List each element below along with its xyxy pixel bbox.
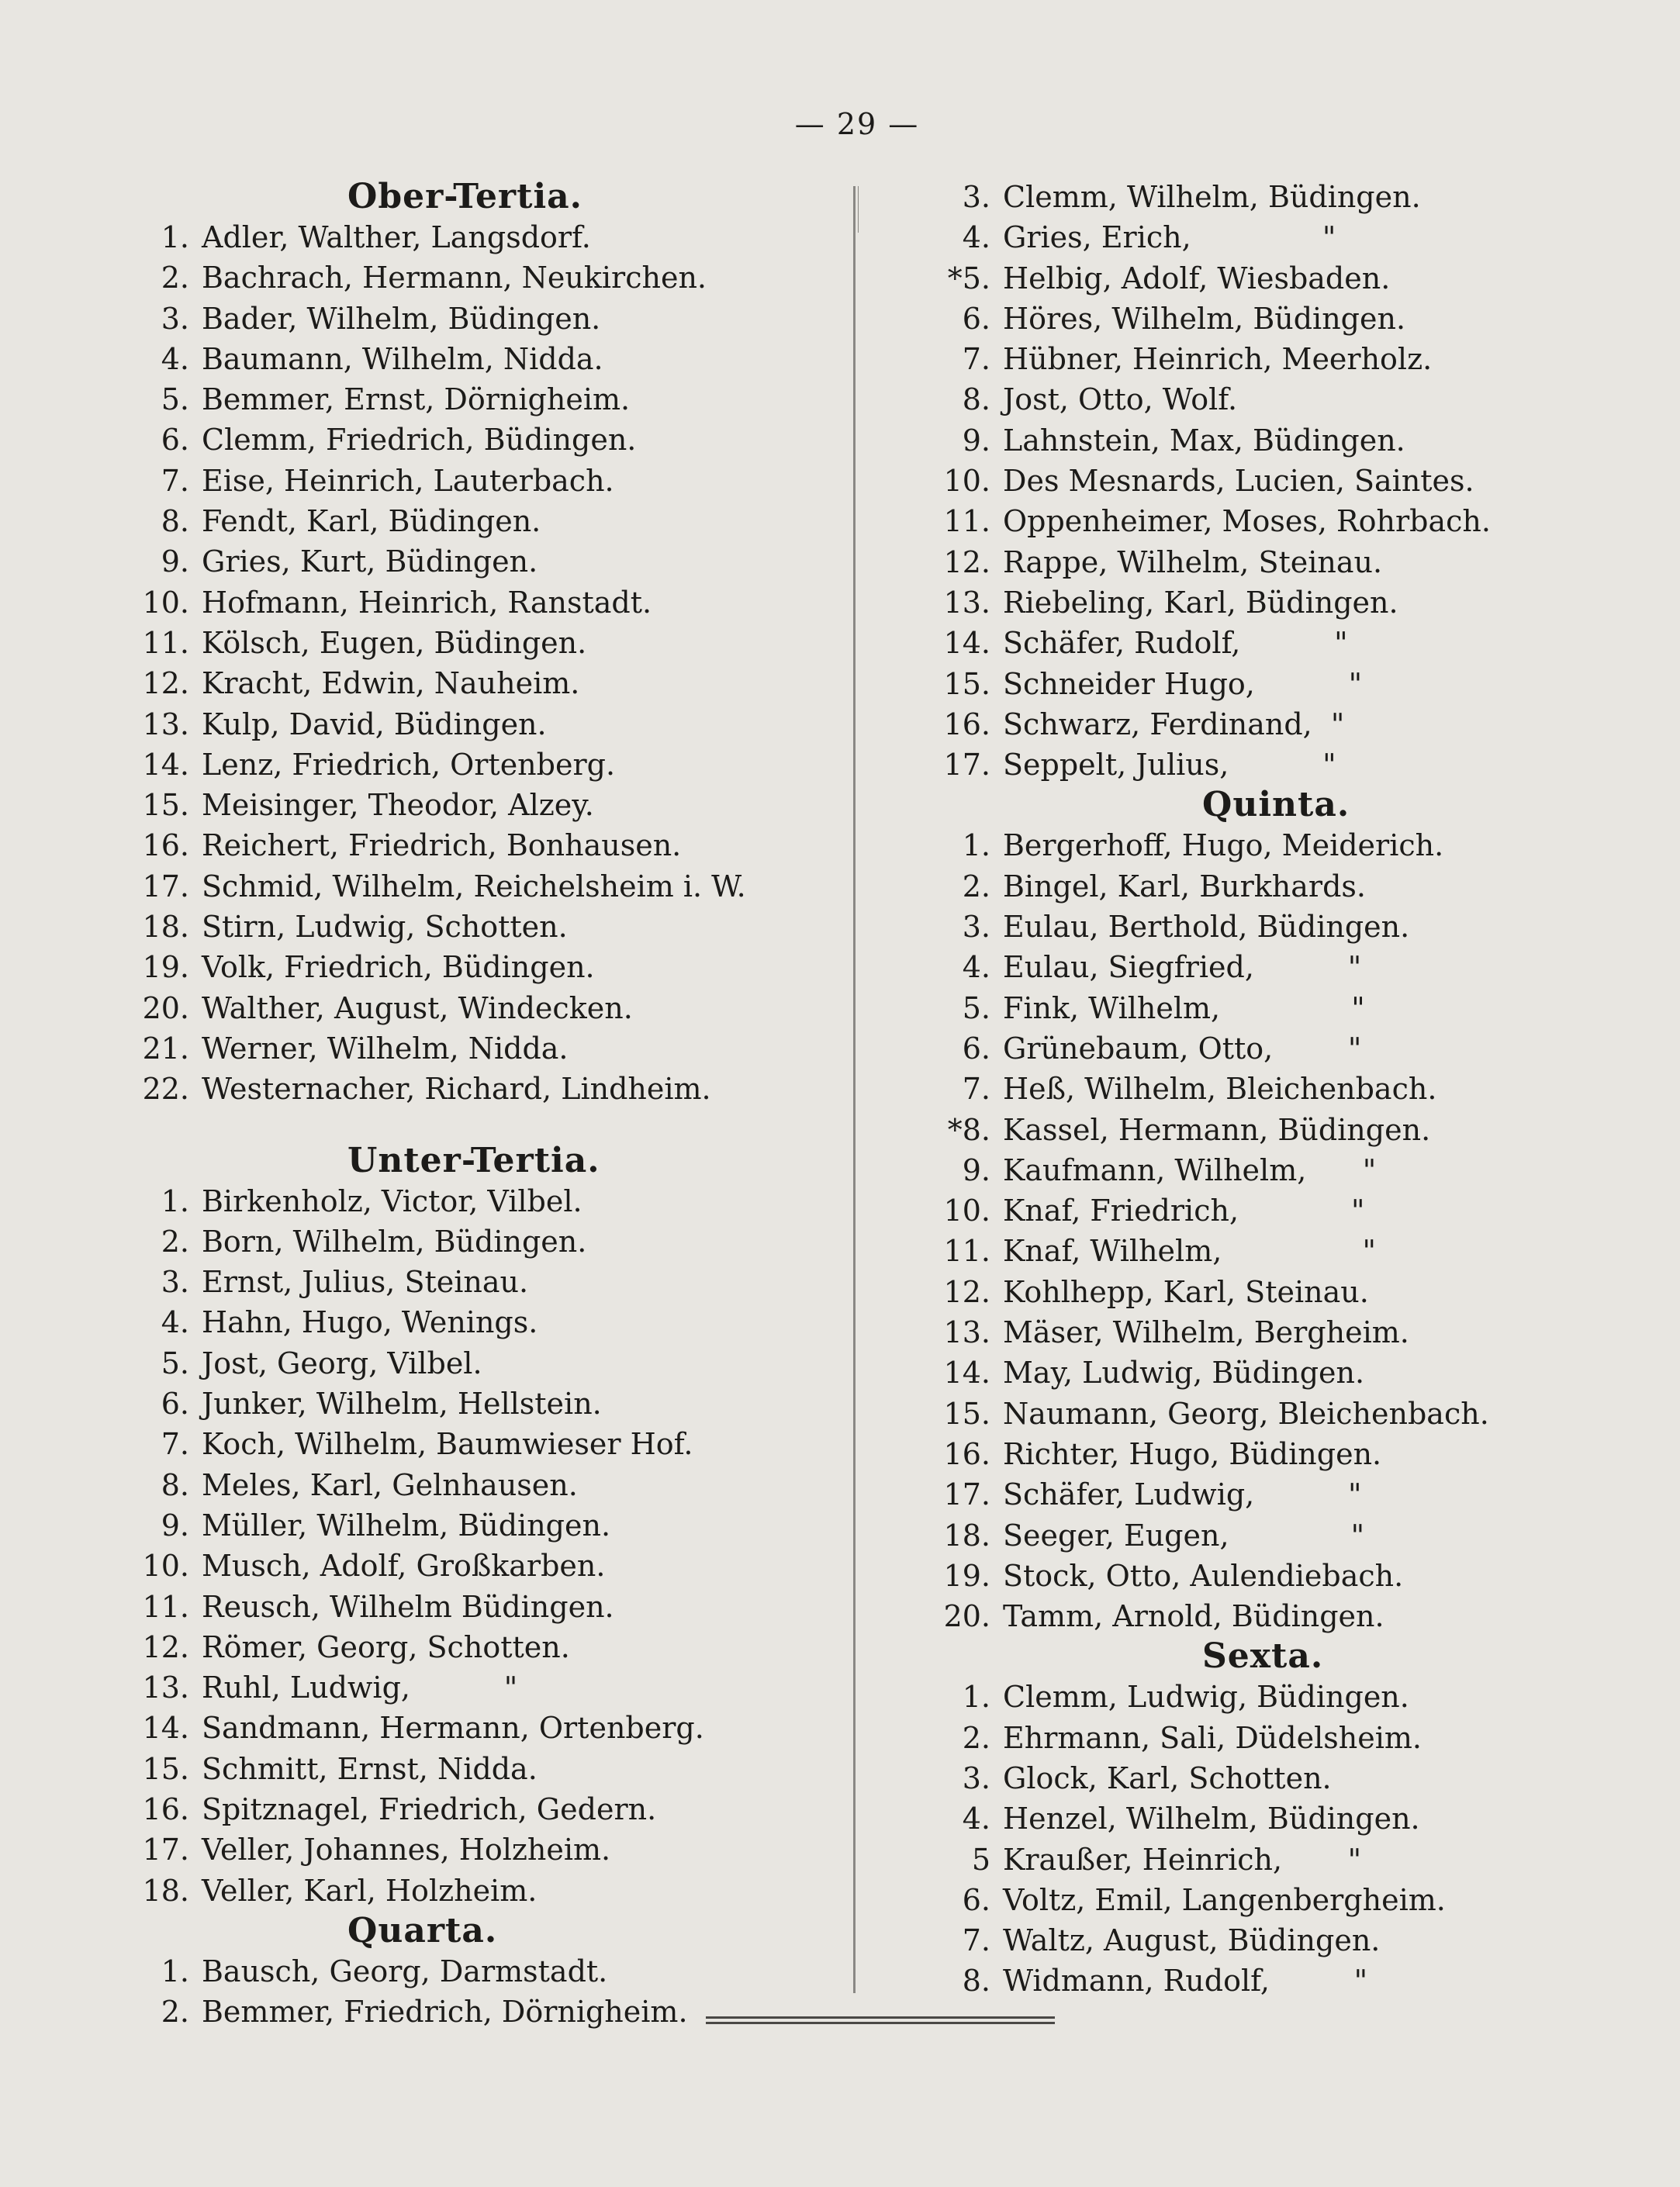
entry-name: Römer, Georg, Schotten. [202, 1629, 570, 1664]
entry-name: Adler, Walther, Langsdorf. [202, 220, 591, 254]
entry-number: 17. [142, 869, 189, 903]
list-item [128, 1302, 826, 1342]
entry-name: Westernacher, Richard, Lindheim. [202, 1072, 711, 1107]
entry-number: 4. [962, 950, 990, 985]
entry-number: 12. [943, 544, 990, 579]
list-item [919, 582, 1617, 623]
entry-name: Henzel, Wilhelm, Büdingen. [1003, 1802, 1420, 1836]
entry-number: 12. [142, 1629, 189, 1664]
entry-number: 17. [943, 1477, 990, 1512]
entry-number: 16. [943, 1436, 990, 1471]
list-item [919, 1394, 1617, 1434]
right-column [919, 177, 1617, 2002]
list-item [919, 866, 1617, 907]
entry-name: Widmann, Rudolf, " [1003, 1964, 1368, 1999]
roster-list [128, 1181, 826, 1911]
entry-name: Meles, Karl, Gelnhausen. [202, 1467, 578, 1502]
entry-number: 2. [161, 1995, 189, 2030]
entry-name: Des Mesnards, Lucien, Saintes. [1003, 464, 1474, 499]
list-item [128, 623, 826, 663]
list-item [128, 582, 826, 623]
entry-name: Kraußer, Heinrich, " [1003, 1842, 1362, 1877]
entry-name: Heß, Wilhelm, Bleichenbach. [1003, 1072, 1437, 1107]
list-item [919, 339, 1617, 379]
entry-name: Naumann, Georg, Bleichenbach. [1003, 1396, 1489, 1431]
list-item [919, 1028, 1617, 1069]
entry-name: Schneider Hugo, " [1003, 666, 1363, 701]
entry-number: 13. [943, 1315, 990, 1350]
list-item [919, 745, 1617, 785]
entry-number: 14. [142, 747, 189, 782]
entry-name: Bemmer, Ernst, Dörnigheim. [202, 382, 631, 417]
entry-number: 14. [943, 1356, 990, 1391]
list-item [128, 1667, 826, 1708]
entry-number: 16. [142, 1791, 189, 1826]
entry-name: Schmid, Wilhelm, Reichelsheim i. W. [202, 869, 746, 903]
entry-number: 15. [142, 1751, 189, 1786]
entry-name: Müller, Wilhelm, Büdingen. [202, 1508, 611, 1543]
entry-name: Fendt, Karl, Büdingen. [202, 504, 541, 539]
entry-number: 16. [943, 707, 990, 741]
list-item [919, 542, 1617, 582]
roster-list [919, 1677, 1617, 2001]
list-item [128, 379, 826, 420]
entry-name: Hofmann, Heinrich, Ranstadt. [202, 585, 652, 620]
entry-name: Richter, Hugo, Büdingen. [1003, 1436, 1382, 1471]
entry-number: 10. [142, 1549, 189, 1584]
entry-name: Schäfer, Ludwig, " [1003, 1477, 1362, 1512]
entry-number: 7. [962, 342, 990, 377]
list-item [128, 1829, 826, 1870]
list-item [919, 1758, 1617, 1798]
entry-number: 19. [142, 950, 189, 985]
entry-name: Helbig, Adolf, Wiesbaden. [1003, 261, 1391, 295]
entry-name: Birkenholz, Victor, Vilbel. [202, 1183, 582, 1218]
list-item [128, 420, 826, 460]
entry-number: 6. [962, 1882, 990, 1917]
entry-number: 2. [962, 1720, 990, 1755]
entry-number: *5. [947, 261, 990, 295]
list-item [128, 1871, 826, 1911]
list-item [919, 1677, 1617, 1717]
list-item [128, 257, 826, 298]
entry-name: Kölsch, Eugen, Büdingen. [202, 625, 587, 660]
roster-list [919, 825, 1617, 1636]
entry-number: 5. [161, 1346, 189, 1380]
entry-number: 5. [962, 990, 990, 1025]
list-item [128, 1951, 826, 1992]
list-item [919, 461, 1617, 501]
list-item [919, 1920, 1617, 1961]
entry-number: 1. [962, 828, 990, 863]
entry-number: 18. [142, 1873, 189, 1908]
entry-number: 2. [161, 1224, 189, 1259]
entry-number: 11. [142, 1589, 189, 1624]
entry-number: 15. [943, 1396, 990, 1431]
list-item [919, 1718, 1617, 1758]
list-item [919, 217, 1617, 257]
list-item [128, 1028, 826, 1069]
list-item [919, 258, 1617, 299]
entry-name: Grünebaum, Otto, " [1003, 1031, 1362, 1066]
list-item [128, 1708, 826, 1748]
list-item [128, 501, 826, 541]
list-item [919, 1190, 1617, 1231]
entry-name: Schwarz, Ferdinand, " [1003, 707, 1345, 741]
entry-number: 2. [962, 869, 990, 903]
entry-number: 12. [142, 666, 189, 701]
list-item [128, 907, 826, 947]
entry-name: Hahn, Hugo, Wenings. [202, 1305, 538, 1340]
column-divider-accent [858, 186, 859, 233]
entry-number: 15. [943, 666, 990, 701]
entry-name: Oppenheimer, Moses, Rohrbach. [1003, 504, 1491, 539]
entry-name: Musch, Adolf, Großkarben. [202, 1549, 606, 1584]
entry-number: 13. [943, 585, 990, 620]
entry-number: 2. [161, 261, 189, 295]
entry-name: Kracht, Edwin, Nauheim. [202, 666, 580, 701]
section-title: Quarta. [347, 1910, 498, 1950]
entry-number: 3. [962, 180, 990, 214]
list-item [128, 704, 826, 745]
list-item [128, 988, 826, 1028]
entry-number: 8. [161, 504, 189, 539]
list-item [128, 299, 826, 339]
entry-name: Bachrach, Hermann, Neukirchen. [202, 261, 707, 295]
page-number: — 29 — [794, 107, 920, 141]
entry-name: Rappe, Wilhelm, Steinau. [1003, 544, 1383, 579]
entry-name: Schmitt, Ernst, Nidda. [202, 1751, 538, 1786]
list-item [919, 1069, 1617, 1109]
list-item [128, 1424, 826, 1464]
entry-number: 9. [962, 423, 990, 458]
entry-name: Tamm, Arnold, Büdingen. [1003, 1599, 1384, 1634]
list-item [128, 1262, 826, 1302]
entry-name: Voltz, Emil, Langenbergheim. [1003, 1882, 1446, 1917]
list-item [128, 1587, 826, 1627]
entry-number: 11. [943, 1234, 990, 1269]
list-item [128, 541, 826, 582]
list-item [128, 1181, 826, 1221]
entry-number: 9. [962, 1152, 990, 1187]
list-item [919, 1515, 1617, 1556]
entry-number: 15. [142, 788, 189, 823]
list-item [919, 1961, 1617, 2001]
section-title: Quinta. [1202, 785, 1350, 825]
list-item [128, 461, 826, 501]
entry-number: 7. [161, 1427, 189, 1462]
list-item [128, 663, 826, 703]
entry-number: 18. [142, 910, 189, 945]
entry-name: Werner, Wilhelm, Nidda. [202, 1031, 569, 1066]
entry-number: 6. [962, 301, 990, 336]
entry-name: Kohlhepp, Karl, Steinau. [1003, 1274, 1369, 1309]
list-item [919, 623, 1617, 663]
entry-name: Bausch, Georg, Darmstadt. [202, 1954, 608, 1988]
entry-name: Koch, Wilhelm, Baumwieser Hof. [202, 1427, 693, 1462]
entry-number: 20. [142, 990, 189, 1025]
list-item [128, 745, 826, 785]
entry-name: Jost, Georg, Vilbel. [202, 1346, 482, 1380]
list-item [128, 1384, 826, 1424]
entry-name: Schäfer, Rudolf, " [1003, 626, 1348, 661]
entry-number: 10. [142, 585, 189, 620]
entry-name: Waltz, August, Büdingen. [1003, 1923, 1381, 1958]
list-item [919, 379, 1617, 420]
list-item [128, 1069, 826, 1109]
entry-number: 14. [142, 1711, 189, 1746]
list-item [919, 1880, 1617, 1920]
list-item [128, 1749, 826, 1789]
entry-name: Hübner, Heinrich, Meerholz. [1003, 342, 1433, 377]
entry-name: Kassel, Hermann, Büdingen. [1003, 1112, 1431, 1147]
list-item [128, 1546, 826, 1586]
list-item [128, 866, 826, 907]
entry-number: 5. [161, 382, 189, 417]
entry-number: 8. [962, 382, 990, 417]
entry-number: 22. [142, 1072, 189, 1107]
list-item [128, 1221, 826, 1262]
entry-number: 5 [971, 1842, 990, 1877]
entry-name: Clemm, Friedrich, Büdingen. [202, 423, 637, 458]
entry-name: Riebeling, Karl, Büdingen. [1003, 585, 1398, 620]
entry-number: *8. [947, 1112, 990, 1147]
entry-number: 19. [943, 1558, 990, 1593]
list-item [128, 1465, 826, 1505]
entry-number: 4. [161, 341, 189, 376]
list-item [919, 1150, 1617, 1190]
entry-name: Eulau, Siegfried, " [1003, 950, 1362, 985]
entry-name: Kulp, David, Büdingen. [202, 707, 547, 741]
entry-number: 17. [142, 1833, 189, 1867]
entry-number: 6. [161, 423, 189, 458]
entry-name: Reichert, Friedrich, Bonhausen. [202, 828, 682, 863]
entry-name: Lahnstein, Max, Büdingen. [1003, 423, 1405, 458]
list-item [919, 177, 1617, 217]
entry-number: 3. [161, 1265, 189, 1300]
list-item [128, 947, 826, 987]
entry-name: Stirn, Ludwig, Schotten. [202, 910, 568, 945]
entry-number: 18. [943, 1518, 990, 1553]
entry-number: 11. [142, 625, 189, 660]
list-item [919, 1798, 1617, 1839]
entry-number: 7. [962, 1072, 990, 1107]
list-item [128, 785, 826, 825]
list-item [919, 1231, 1617, 1271]
entry-name: Höres, Wilhelm, Büdingen. [1003, 301, 1406, 336]
list-item [919, 988, 1617, 1028]
entry-name: Bemmer, Friedrich, Dörnigheim. [202, 1995, 688, 2030]
entry-number: 3. [161, 301, 189, 336]
list-item [919, 825, 1617, 865]
list-item [919, 1840, 1617, 1880]
entry-name: Eise, Heinrich, Lauterbach. [202, 463, 614, 498]
list-item [919, 704, 1617, 745]
entry-name: Clemm, Ludwig, Büdingen. [1003, 1680, 1409, 1715]
entry-number: 4. [962, 1802, 990, 1836]
entry-name: Sandmann, Hermann, Ortenberg. [202, 1711, 704, 1746]
entry-number: 7. [161, 463, 189, 498]
entry-name: Ruhl, Ludwig, " [202, 1670, 518, 1705]
column-divider [853, 186, 856, 1993]
entry-name: Jost, Otto, Wolf. [1003, 382, 1238, 417]
list-item [919, 664, 1617, 704]
entry-name: Seppelt, Julius, " [1003, 748, 1336, 783]
entry-name: Reusch, Wilhelm Büdingen. [202, 1589, 614, 1624]
list-item [919, 1353, 1617, 1393]
entry-number: 10. [943, 1194, 990, 1228]
entry-number: 1. [161, 1954, 189, 1988]
list-item [919, 299, 1617, 339]
roster-list [128, 217, 826, 1110]
entry-name: Gries, Erich, " [1003, 220, 1336, 255]
entry-name: Glock, Karl, Schotten. [1003, 1760, 1332, 1795]
entry-name: Born, Wilhelm, Büdingen. [202, 1224, 587, 1259]
entry-number: 21. [142, 1031, 189, 1066]
entry-name: May, Ludwig, Büdingen. [1003, 1356, 1365, 1391]
entry-number: 8. [962, 1964, 990, 1999]
entry-name: Veller, Johannes, Holzheim. [202, 1833, 611, 1867]
entry-number: 1. [161, 220, 189, 254]
list-item [128, 339, 826, 379]
entry-number: 4. [161, 1305, 189, 1340]
entry-name: Lenz, Friedrich, Ortenberg. [202, 747, 616, 782]
section-title: Sexta. [1202, 1636, 1324, 1677]
entry-name: Bergerhoff, Hugo, Meiderich. [1003, 828, 1444, 863]
entry-number: 9. [161, 1508, 189, 1543]
list-item [919, 1434, 1617, 1474]
entry-number: 14. [943, 626, 990, 661]
list-item [919, 907, 1617, 947]
list-item [919, 420, 1617, 461]
entry-number: 3. [962, 910, 990, 945]
entry-name: Bingel, Karl, Burkhards. [1003, 869, 1366, 903]
entry-name: Mäser, Wilhelm, Bergheim. [1003, 1315, 1409, 1350]
entry-number: 4. [962, 220, 990, 255]
entry-name: Seeger, Eugen, " [1003, 1518, 1365, 1553]
entry-number: 9. [161, 544, 189, 579]
entry-name: Knaf, Wilhelm, " [1003, 1234, 1376, 1269]
entry-number: 3. [962, 1760, 990, 1795]
entry-number: 13. [142, 707, 189, 741]
entry-name: Stock, Otto, Aulendiebach. [1003, 1558, 1404, 1593]
entry-number: 20. [943, 1599, 990, 1634]
entry-number: 8. [161, 1467, 189, 1502]
entry-name: Eulau, Berthold, Büdingen. [1003, 910, 1410, 945]
entry-name: Fink, Wilhelm, " [1003, 990, 1365, 1025]
list-item [919, 1312, 1617, 1353]
entry-name: Spitznagel, Friedrich, Gedern. [202, 1791, 657, 1826]
list-item [128, 1789, 826, 1829]
entry-number: 16. [142, 828, 189, 863]
entry-number: 13. [142, 1670, 189, 1705]
section-title: Ober-Tertia. [347, 177, 582, 216]
entry-name: Junker, Wilhelm, Hellstein. [202, 1387, 602, 1422]
entry-number: 1. [962, 1680, 990, 1715]
entry-name: Meisinger, Theodor, Alzey. [202, 788, 594, 823]
entry-number: 7. [962, 1923, 990, 1958]
list-item [919, 1272, 1617, 1312]
entry-name: Veller, Karl, Holzheim. [202, 1873, 538, 1908]
entry-name: Volk, Friedrich, Büdingen. [202, 950, 595, 985]
list-item [128, 1992, 826, 2032]
entry-name: Bader, Wilhelm, Büdingen. [202, 301, 601, 336]
entry-number: 17. [943, 748, 990, 783]
entry-number: 10. [943, 464, 990, 499]
list-item [919, 1596, 1617, 1636]
entry-name: Baumann, Wilhelm, Nidda. [202, 341, 603, 376]
list-item [919, 1110, 1617, 1150]
list-item [128, 825, 826, 865]
entry-name: Ehrmann, Sali, Düdelsheim. [1003, 1720, 1422, 1755]
entry-number: 6. [962, 1031, 990, 1066]
list-item [919, 1556, 1617, 1596]
list-item [128, 1627, 826, 1667]
list-item [128, 217, 826, 257]
entry-name: Clemm, Wilhelm, Büdingen. [1003, 180, 1421, 214]
entry-name: Ernst, Julius, Steinau. [202, 1265, 529, 1300]
bottom-double-rule [706, 2016, 1055, 2024]
entry-name: Kaufmann, Wilhelm, " [1003, 1152, 1377, 1187]
entry-number: 12. [943, 1274, 990, 1309]
roster-list [919, 177, 1617, 785]
entry-number: 6. [161, 1387, 189, 1422]
entry-name: Knaf, Friedrich, " [1003, 1194, 1365, 1228]
left-column [128, 177, 826, 2032]
list-item [128, 1343, 826, 1384]
section-title: Unter-Tertia. [347, 1140, 600, 1180]
entry-name: Gries, Kurt, Büdingen. [202, 544, 538, 579]
list-item [919, 501, 1617, 541]
entry-number: 11. [943, 504, 990, 539]
list-item [128, 1505, 826, 1546]
entry-name: Walther, August, Windecken. [202, 990, 633, 1025]
list-item [919, 947, 1617, 987]
list-item [919, 1474, 1617, 1515]
entry-number: 1. [161, 1183, 189, 1218]
